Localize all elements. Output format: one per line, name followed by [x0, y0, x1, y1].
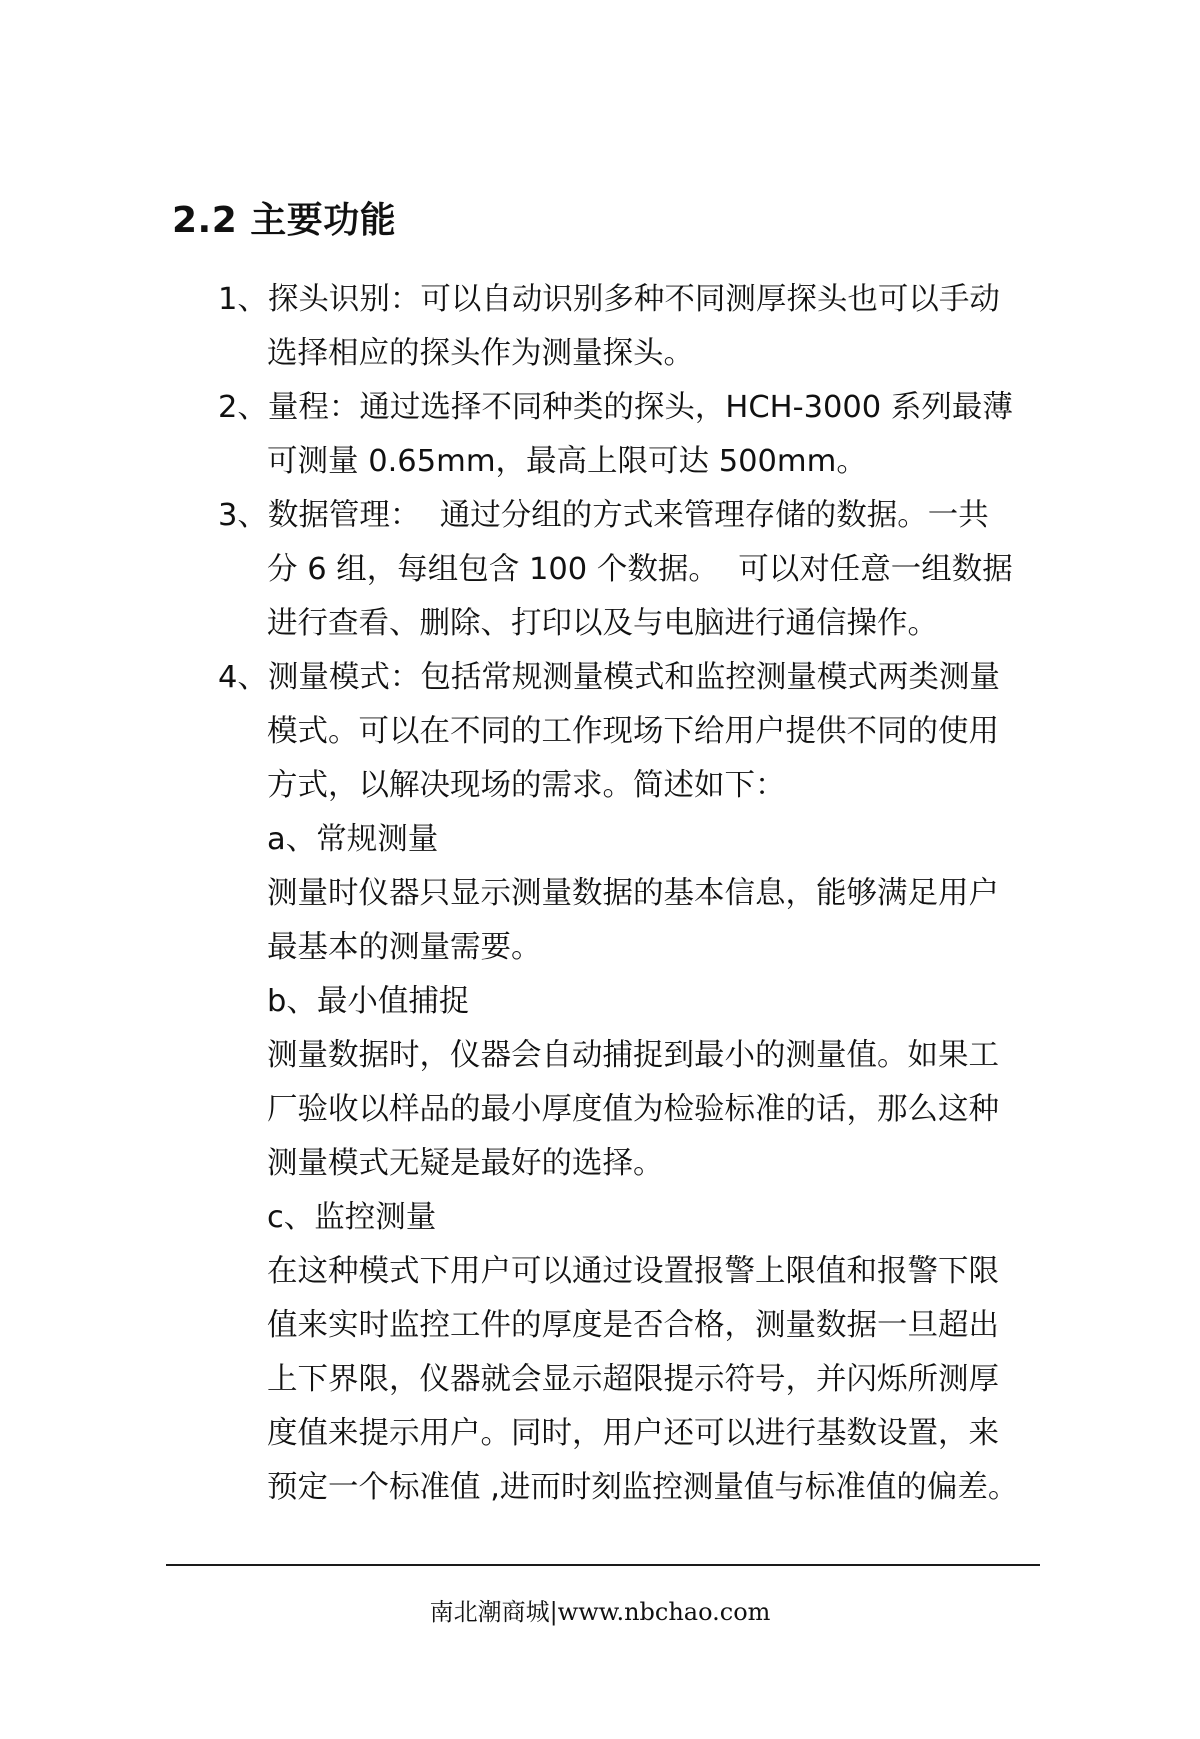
footer-divider: [166, 1564, 1040, 1566]
subheading-c: c、监控测量: [267, 1200, 437, 1235]
list-item-4-continuation: 模式。可以在不同的工作现场下给用户提供不同的使用: [267, 714, 999, 749]
paragraph-b-line: 厂验收以样品的最小厚度值为检验标准的话，那么这种: [267, 1092, 999, 1127]
paragraph-b-line: 测量数据时，仪器会自动捕捉到最小的测量值。如果工: [267, 1038, 999, 1073]
footer-text: 南北潮商城|www.nbchao.com: [429, 1598, 771, 1626]
subheading-b: b、最小值捕捉: [267, 984, 470, 1019]
list-item-1-line: 1、探头识别：可以自动识别多种不同测厚探头也可以手动: [218, 282, 1000, 317]
paragraph-a-line: 测量时仪器只显示测量数据的基本信息，能够满足用户: [267, 876, 999, 911]
list-item-4-continuation: 方式，以解决现场的需求。简述如下：: [267, 768, 786, 803]
paragraph-b-line: 测量模式无疑是最好的选择。: [267, 1146, 664, 1181]
list-item-2-continuation: 可测量 0.65mm，最高上限可达 500mm。: [267, 444, 867, 479]
paragraph-c-line: 度值来提示用户。同时，用户还可以进行基数设置，来: [267, 1416, 999, 1451]
list-item-4-line: 4、测量模式：包括常规测量模式和监控测量模式两类测量: [218, 660, 1000, 695]
list-item-3-line: 3、数据管理： 通过分组的方式来管理存储的数据。一共: [218, 498, 989, 533]
list-item-3-continuation: 分 6 组，每组包含 100 个数据。 可以对任意一组数据: [267, 552, 1013, 587]
paragraph-c-line: 预定一个标准值 ,进而时刻监控测量值与标准值的偏差。: [267, 1470, 1019, 1505]
paragraph-c-line: 在这种模式下用户可以通过设置报警上限值和报警下限: [267, 1254, 999, 1289]
subheading-a: a、常规测量: [267, 822, 439, 857]
list-item-3-continuation: 进行查看、删除、打印以及与电脑进行通信操作。: [267, 606, 938, 641]
list-item-1-continuation: 选择相应的探头作为测量探头。: [267, 336, 694, 371]
section-heading: 2.2 主要功能: [172, 200, 397, 241]
list-item-2-line: 2、量程：通过选择不同种类的探头，HCH-3000 系列最薄: [218, 390, 1013, 425]
paragraph-c-line: 值来实时监控工件的厚度是否合格，测量数据一旦超出: [267, 1308, 999, 1343]
paragraph-c-line: 上下界限，仪器就会显示超限提示符号，并闪烁所测厚: [267, 1362, 999, 1397]
paragraph-a-line: 最基本的测量需要。: [267, 930, 542, 965]
